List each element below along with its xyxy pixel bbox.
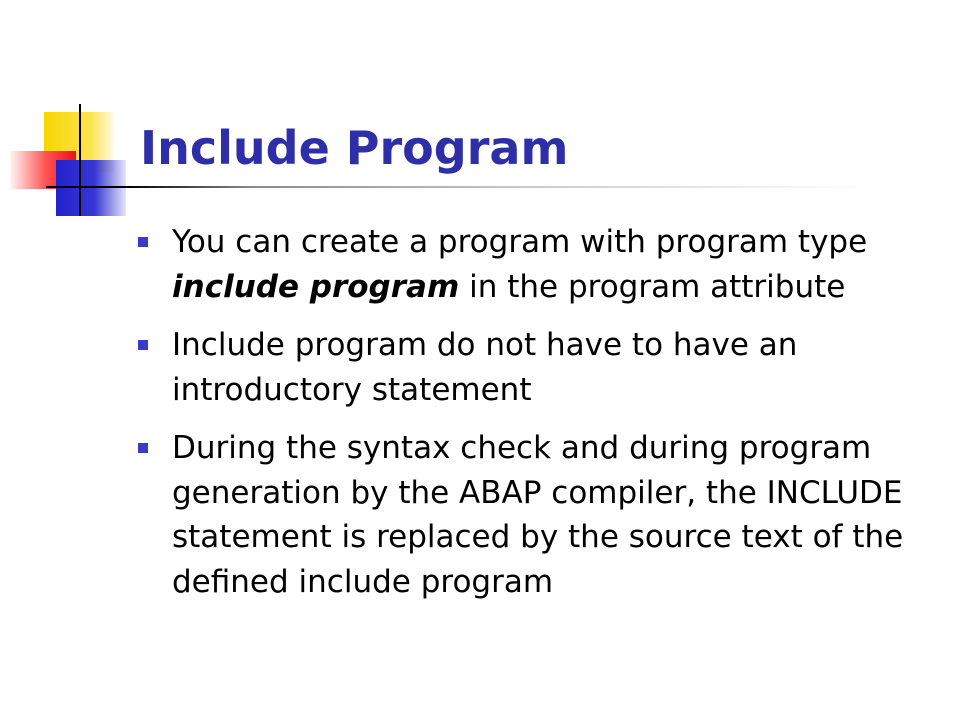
bullet-1-emphasis: include program bbox=[172, 268, 460, 305]
decorative-vertical-line bbox=[79, 104, 81, 216]
decorative-blue-square bbox=[56, 160, 126, 216]
bullet-1-text: You can create a program with program type bbox=[172, 224, 868, 260]
bullet-list bbox=[136, 220, 936, 618]
bullet-square-icon bbox=[138, 443, 148, 453]
title-underline bbox=[46, 186, 866, 188]
bullet-item-1 bbox=[136, 220, 936, 309]
bullet-1-text-end: in the program attribute bbox=[459, 268, 846, 305]
bullet-square-icon bbox=[138, 237, 148, 247]
bullet-square-icon bbox=[138, 340, 148, 350]
bullet-item-2 bbox=[136, 323, 936, 412]
bullet-item-3 bbox=[136, 426, 936, 604]
slide-title: Include Program bbox=[140, 121, 569, 175]
bullet-2-text: Include program do not have to have an introductory statement bbox=[172, 327, 798, 408]
bullet-3-text: During the syntax check and during program generation by the ABAP compiler, the INCLUDE statement is replaced by the source text of the defined include program bbox=[172, 430, 904, 600]
